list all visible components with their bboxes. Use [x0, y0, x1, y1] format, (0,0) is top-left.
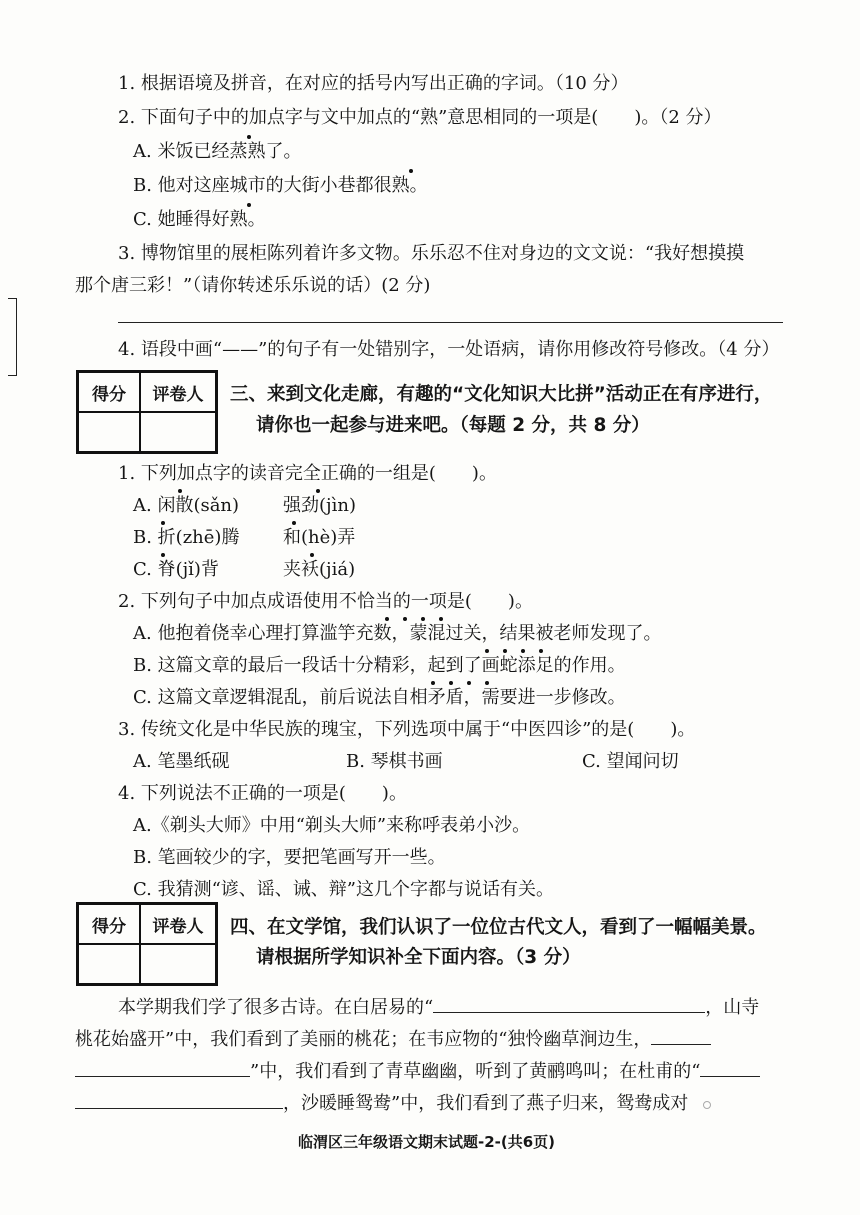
s3-q3-a: A. 笔墨纸砚 [133, 751, 230, 772]
emphasis-dot [485, 649, 489, 653]
grader-cell[interactable] [140, 944, 216, 984]
grader-label: 评卷人 [140, 372, 216, 412]
s3-q1-c1: C. 脊(jǐ)背 [133, 559, 219, 580]
emphasis-dot [409, 169, 413, 173]
emphasis-dot [485, 681, 489, 685]
emphasis-dot [161, 553, 165, 557]
s3-q1-a2: 强劲(jìn) [283, 495, 356, 516]
answer-line[interactable] [118, 322, 783, 323]
grader-cell[interactable] [140, 412, 216, 452]
s4-para-line1 [118, 992, 759, 1022]
emphasis-dot [247, 135, 251, 139]
emphasis-dot [385, 617, 389, 621]
s4-para-line2 [75, 1024, 711, 1054]
section4-title-line2: 请根据所学知识补全下面内容。（3 分） [256, 947, 581, 968]
s4-para-line3 [75, 1056, 760, 1086]
emphasis-dot [421, 617, 425, 621]
poem-blank-3[interactable] [700, 1056, 760, 1077]
s3-q4-a: A.《剃头大师》中用“剃头大师”来称呼表弟小沙。 [133, 815, 531, 836]
page-footer: 临渭区三年级语文期末试题-2-(共6页) [298, 1133, 556, 1151]
emphasis-dot [178, 489, 182, 493]
q-part2-3-line1: 3. 博物馆里的展柜陈列着许多文物。乐乐忍不住对身边的文文说：“我好想摸摸 [118, 243, 745, 264]
poem-blank-1[interactable] [433, 992, 705, 1013]
q-part2-2: 2. 下面句子中的加点字与文中加点的“熟”意思相同的一项是( )。（2 分） [118, 107, 722, 128]
q-part2-2-option-a: A. 米饭已经蒸熟了。 [133, 141, 302, 162]
s4-text: 桃花始盛开”中，我们看到了美丽的桃花；在韦应物的“独怜幽草涧边生， [75, 1029, 652, 1050]
small-circle-mark [703, 1101, 711, 1109]
s3-q1-b1: B. 折(zhē)腾 [133, 527, 240, 548]
s3-q3: 3. 传统文化是中华民族的瑰宝，下列选项中属于“中医四诊”的是( )。 [118, 719, 696, 740]
emphasis-dot [439, 617, 443, 621]
s3-q2: 2. 下列句子中加点成语使用不恰当的一项是( )。 [118, 591, 533, 612]
s3-q4-b: B. 笔画较少的字，要把笔画写开一些。 [133, 847, 446, 868]
poem-blank-2-cont[interactable] [75, 1056, 250, 1077]
score-cell[interactable] [78, 944, 140, 984]
q-part2-2-option-b: B. 他对这座城市的大街小巷都很熟。 [133, 175, 428, 196]
s3-q4: 4. 下列说法不正确的一项是( )。 [118, 783, 407, 804]
emphasis-dot [310, 553, 314, 557]
s3-q2-a: A. 他抱着侥幸心理打算滥竽充数，蒙混过关，结果被老师发现了。 [133, 623, 662, 644]
s3-q1: 1. 下列加点字的读音完全正确的一组是( )。 [118, 463, 497, 484]
section4-title-line1: 四、在文学馆，我们认识了一位位古代文人，看到了一幅幅美景。 [230, 917, 767, 938]
s3-q4-c: C. 我猜测“谚、谣、诫、辩”这几个字都与说话有关。 [133, 879, 554, 900]
s4-text: 本学期我们学了很多古诗。在白居易的“ [118, 997, 434, 1018]
s3-q3-b: B. 琴棋书画 [346, 751, 443, 772]
emphasis-dot [449, 681, 453, 685]
section3-title-line2: 请你也一起参与进来吧。（每题 2 分，共 8 分） [256, 415, 650, 436]
emphasis-dot [247, 203, 251, 207]
score-label: 得分 [78, 372, 140, 412]
grader-label: 评卷人 [140, 904, 216, 944]
emphasis-dot [467, 681, 471, 685]
poem-blank-2[interactable] [651, 1024, 711, 1045]
emphasis-dot [431, 681, 435, 685]
score-cell[interactable] [78, 412, 140, 452]
section3-title-line1: 三、来到文化走廊，有趣的“文化知识大比拼”活动正在有序进行， [230, 384, 773, 405]
s3-q2-b: B. 这篇文章的最后一段话十分精彩，起到了画蛇添足的作用。 [133, 655, 626, 676]
emphasis-dot [292, 521, 296, 525]
emphasis-dot [521, 649, 525, 653]
s4-text: ”中，我们看到了青草幽幽，听到了黄鹂鸣叫；在杜甫的“ [250, 1061, 701, 1082]
emphasis-dot [161, 521, 165, 525]
s3-q3-c: C. 望闻问切 [582, 751, 679, 772]
emphasis-dot [503, 649, 507, 653]
q-part2-2-option-c: C. 她睡得好熟。 [133, 209, 266, 230]
emphasis-dot [403, 617, 407, 621]
s3-q1-b2: 和(hè)弄 [283, 527, 356, 548]
s4-text: ，山寺 [705, 997, 760, 1018]
s3-q2-c: C. 这篇文章逻辑混乱，前后说法自相矛盾，需要进一步修改。 [133, 687, 626, 708]
q-part2-4: 4. 语段中画“——”的句子有一处错别字，一处语病，请你用修改符号修改。（4 分） [118, 339, 780, 360]
s4-para-line4 [75, 1088, 688, 1118]
s3-q1-a1: A. 闲散(sǎn) [133, 495, 240, 516]
score-box-section3 [76, 370, 218, 454]
emphasis-dot [539, 649, 543, 653]
s3-q1-c2: 夹袄(jiá) [283, 559, 356, 580]
binding-margin-mark [8, 298, 17, 376]
q-part2-3-line2: 那个唐三彩！”（请你转述乐乐说的话）(2 分) [75, 275, 431, 296]
score-label: 得分 [78, 904, 140, 944]
s4-text: ，沙暖睡鸳鸯”中，我们看到了燕子归来，鸳鸯成对 [283, 1093, 689, 1114]
poem-blank-3-cont[interactable] [75, 1088, 283, 1109]
q-part2-1: 1. 根据语境及拼音，在对应的括号内写出正确的字词。（10 分） [118, 73, 629, 94]
emphasis-dot [316, 489, 320, 493]
score-box-section4 [76, 902, 218, 986]
